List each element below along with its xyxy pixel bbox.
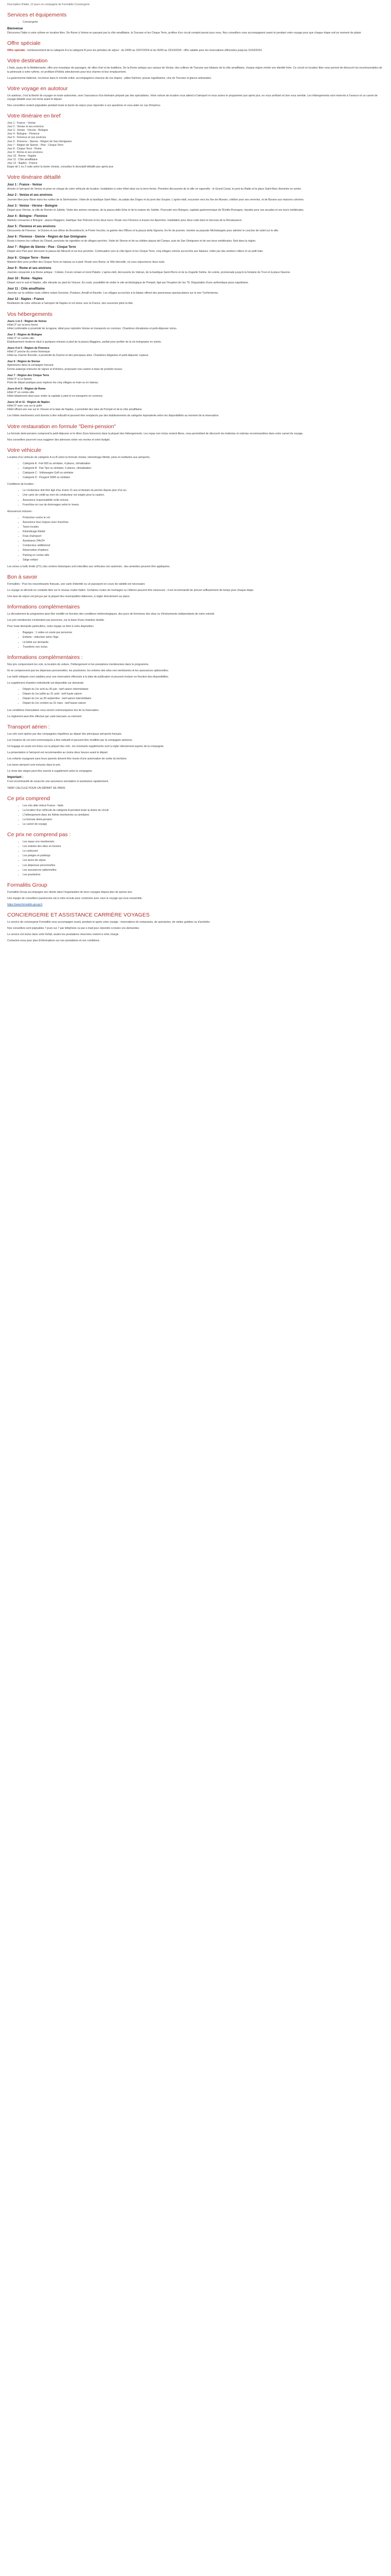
day-text: Journée sur la célèbre route côtière reliant Sorrente, Positano, Amalfi et Ravello. Les villages accrochés à la falaise offrent des panoramas spectaculaires sur la mer Tyrrhénienne. <box>7 292 219 295</box>
restauration-p1: La formule demi-pension comprend le petit-déjeuner et le dîner (hors boissons) dans la plupart des hébergements. Les repas non inclus restent libres, vous permettant de découvrir les trattorias et osterias recommandées dans votre carnet de voyage. <box>7 432 303 435</box>
section-title-prix-ne-comprend: Ce prix ne comprend pas : <box>7 832 71 838</box>
section-title-restauration: Votre restauration en formule "Demi-pension" <box>7 423 116 430</box>
hotel-desc: Hôtel 3* avec vue sur le golfe <box>7 404 42 408</box>
hotel-text: Point de départ pratique pour explorer les cinq villages en train ou en bateau. <box>7 381 99 384</box>
detaille-day <box>7 225 384 233</box>
assurance-item: • Frais d'aéroport <box>23 535 384 538</box>
category-item: • Catégorie A : Fiat 500 ou similaire, 4 places, climatisation <box>23 462 384 466</box>
prix-ne-comprend-item: • Les dépenses personnelles <box>23 864 384 868</box>
hotel-name: Jours 1 et 2 : Région de Venise <box>7 319 47 323</box>
conciergerie-p1: Le service de conciergerie Formalitis vous accompagne avant, pendant et après votre voyage : réservations de restaurants, de spectacles, de visites guidées ou d'activités. <box>7 921 210 924</box>
conditions-label: Conditions de location : <box>7 483 35 486</box>
vehicule-intro: Location d'un véhicule de catégorie A ou B selon la formule choisie, kilométrage illimité, prise et restitution aux aéroports. <box>7 455 151 459</box>
section-title-services: Services et équipements <box>7 12 67 19</box>
section-title-destination: Votre destination <box>7 58 48 64</box>
complementaires-item: • Lit bébé sur demande <box>23 641 384 645</box>
bon-p3: Une taxe de séjour est perçue par la plupart des municipalités italiennes, à régler directement sur place. <box>7 595 131 598</box>
day-heading: Jour 7 : Région de Sienne - Pise - Cinque Terre <box>7 246 76 249</box>
informations-p1: Nos prix comprennent les vols, la location de voiture, l'hébergement et les prestations mentionnées dans le programme. <box>7 663 149 666</box>
informations-p4: Le supplément chambre individuelle est disponible sur demande. <box>7 682 85 685</box>
hotel-name: Jour 3 : Région de Bologne <box>7 333 42 336</box>
itineraire-list <box>7 122 384 165</box>
hotel-text: Établissement moderne situé à quelques minutes à pied de la piazza Maggiore, parfait pour profiter de la vie bolognaise en soirée. <box>7 340 162 344</box>
hotel-text: Ferme-auberge entourée de vignes et d'oliviers, proposant une cuisine à base de produits locaux. <box>7 367 123 371</box>
complementaires-list <box>7 631 384 649</box>
detaille-day <box>7 298 384 306</box>
prix-ne-comprend-list <box>7 840 384 877</box>
transport-p4: La présentation à l'aéroport est recommandée au moins deux heures avant le départ. <box>7 751 108 754</box>
detaille-day <box>7 287 384 295</box>
condition-item: • Franchise en cas de dommages selon le loueur. <box>23 503 384 507</box>
offre-label: Offre spéciale : <box>7 49 27 53</box>
section-title-conciergerie: CONCIERGERIE ET ASSISTANCE CARRIÈRE VOYAGES <box>7 912 150 919</box>
periods-list <box>7 688 384 705</box>
conciergerie-p3: Le service est inclus dans votre forfait, seules les prestations réservées restent à votre charge. <box>7 933 120 937</box>
voyage-p2: Nos conseillers restent joignables pendant toute la durée du séjour pour répondre à vos questions et vous aider en cas d'imprévu. <box>7 104 161 107</box>
itineraire-day: Jour 2 : Venise et ses environs <box>7 125 44 129</box>
day-heading: Jour 11 : Côte amalfitaine <box>7 287 45 291</box>
day-heading: Jour 9 : Rome et ses environs <box>7 266 52 270</box>
day-text: Départ vers le sud et Naples, ville vibrante au pied du Vésuve. En route, possibilité de visiter le site archéologique de Pompéi, figé par l'éruption de l'an 79. Dégustation d'une authentique pizza napolitaine. <box>7 281 249 285</box>
detaille-day <box>7 267 384 275</box>
detaille-day <box>7 215 384 223</box>
important-text: Il est recommandé de souscrire une assurance annulation et assistance rapatriement. <box>7 780 109 784</box>
category-item: • Catégorie C : Volkswagen Golf ou similaire <box>23 471 384 475</box>
assurance-item: • Conducteur additionnel <box>23 544 384 548</box>
bienvenue-text: Découvrez l'Italie à votre rythme en location libre. De Rome à Venise en passant par la côte amalfitaine, la Toscane et les Cinque Terre, profitez d'un circuit complet pensé pour vous. Nos conseillers vous accompagnent avant et pendant votre voyage pour que chaque étape soit un moment de plaisir. <box>7 31 362 35</box>
prix-comprend-item: • Les vols aller-retour France - Italie <box>23 804 384 808</box>
itineraire-day: Jour 8 : Cinque Terre - Rome <box>7 147 42 150</box>
complementaires-p1: Le déroulement du programme peut être modifié en fonction des conditions météorologiques, des jours de fermeture des sites ou d'événements indépendants de notre volonté. <box>7 613 215 616</box>
formalitis-p1: Formalitis Group accompagne ses clients dans l'organisation de leurs voyages depuis plus de quinze ans. <box>7 890 133 894</box>
detaille-day <box>7 183 384 191</box>
category-item: • Catégorie D : Peugeot 3008 ou similaire <box>23 476 384 480</box>
day-heading: Jour 5 : Florence et ses environs <box>7 225 56 228</box>
hotel-desc: Hôtel 3* en centre-ville <box>7 336 35 340</box>
day-heading: Jour 8 : Cinque Terre - Rome <box>7 256 50 260</box>
hebergements-note: Les hôtels mentionnés sont donnés à titre indicatif et peuvent être remplacés par des établissements de catégorie équivalente selon les disponibilités au moment de la réservation. <box>7 414 219 418</box>
assurance-item: • Réservation d'options <box>23 549 384 552</box>
period-item: • Départ du 1er octobre au 31 mars : tarif basse saison <box>23 702 384 705</box>
hotel-block <box>7 320 384 331</box>
day-text: Journée libre pour flâner dans les ruelles de la Sérénissime. Visite de la basilique Saint-Marc, du palais des Doges et du pont des Soupirs. L'après-midi, excursion vers les îles de Murano, célèbre pour ses verreries, et de Burano aux maisons colorées. <box>7 198 304 201</box>
vehicule-note: Les zones à trafic limité (ZTL) des centres historiques sont interdites aux véhicules non autorisés ; des amendes peuvent être appliquées. <box>7 565 171 568</box>
document-page <box>0 0 391 943</box>
vehicule-categories <box>7 462 384 480</box>
hotel-desc: Hôtel 3* en centre-ville <box>7 391 35 394</box>
prix-comprend-list <box>7 804 384 826</box>
day-heading: Jour 6 : Florence - Sienne - Région de San Gimignano <box>7 235 87 239</box>
hotel-name: Jour 7 : Région des Cinque Terre <box>7 374 50 377</box>
formalitis-link-line <box>7 903 384 907</box>
itineraire-day: Jour 5 : Florence et ses environs <box>7 136 46 140</box>
complementaires-item: • Bagages : 1 valise en soute par personne <box>23 631 384 635</box>
day-heading: Jour 10 : Rome - Naples <box>7 277 43 280</box>
assurances-label: Assurances incluses : <box>7 510 34 513</box>
assurance-item: • Taxes locales <box>23 526 384 529</box>
prix-comprend-item: • La location d'un véhicule de catégorie A pendant toute la durée du circuit <box>23 809 384 812</box>
detaille-day <box>7 205 384 212</box>
section-title-vehicule: Votre véhicule <box>7 447 41 453</box>
voyage-p1: Un autotour, c'est la liberté de voyager en toute autonomie, avec l'assurance d'un itinéraire préparé par des spécialistes. Votre voiture de location vous attend à l'aéroport et vous suivez le programme jour après jour, en vous arrêtant où bon vous semble. Les hébergements sont réservés à l'avance et un carnet de voyage détaillé vous est remis avant le départ. <box>7 94 378 101</box>
hotel-text: Hôtel idéalement situé pour visiter la capitale à pied et en transports en commun. <box>7 395 103 398</box>
section-title-informations: Informations complémentaires : <box>7 654 83 660</box>
restauration-p2: Nos conseillers pourront vous suggérer des adresses selon vos envies et votre budget. <box>7 438 110 442</box>
important-label: Important : <box>7 776 24 779</box>
hotel-name: Jour 6 : Région de Sienne <box>7 360 40 364</box>
day-text: Départ vers Pise pour découvrir la piazza dei Miracoli et sa tour penchée. Continuation vers la côte ligure et les Cinque Terre, cinq villages colorés accrochés aux falaises, reliés par des sentiers côtiers et un petit train. <box>7 250 264 253</box>
informations-p2: Ils ne comprennent pas les dépenses personnelles, les pourboires, les entrées des sites non mentionnés et les assurances optionnelles. <box>7 669 169 672</box>
section-title-offre: Offre spéciale <box>7 40 41 47</box>
hotel-name: Jours 10 et 11 : Région de Naples <box>7 401 50 404</box>
day-heading: Jour 1 : France - Venise <box>7 183 42 187</box>
conditions-list <box>7 489 384 506</box>
condition-item: • Assurance responsabilité civile incluse. <box>23 499 384 502</box>
hotel-block <box>7 401 384 412</box>
prix-ne-comprend-item: • Les entrées des sites et musées <box>23 845 384 849</box>
day-text: Journée consacrée à la Rome antique : Colisée, Forum romain et mont Palatin. L'après-midi, découverte du Vatican, de la basilique Saint-Pierre et de la chapelle Sixtine. En soirée, promenade jusqu'à la fontaine de Trevi et la place Navone. <box>7 270 291 274</box>
hotel-block <box>7 387 384 398</box>
bon-p2: Le voyage se déroule en conduite libre sur le réseau routier italien. Certaines routes de montagne ou côtières peuvent être sinueuses ; il est recommandé de prévoir suffisamment de temps pour chaque étape. <box>7 588 254 592</box>
day-heading: Jour 4 : Bologne - Florence <box>7 214 47 218</box>
transport-p7: Le choix des sièges peut être soumis à supplément selon la compagnie. <box>7 770 93 773</box>
section-title-bon: Bon à savoir <box>7 573 38 580</box>
detaille-day <box>7 257 384 264</box>
formalitis-p2: Une équipe de conseillers passionnés est à votre écoute pour construire avec vous le voyage qui vous ressemble. <box>7 896 143 900</box>
transport-p3: Un bagage en soute est inclus sur la plupart des vols ; les éventuels suppléments sont à régler directement auprès de la compagnie. <box>7 744 165 748</box>
intro-line: Description d'Italie, 12 jours en compagnie de Formalitis Conciergerie <box>7 3 90 6</box>
hotel-desc: Hôtel 3* à La Spezia <box>7 377 32 381</box>
detaille-day <box>7 235 384 243</box>
informations-p5: Les conditions d'annulation vous seront communiquées lors de la réservation. <box>7 708 100 712</box>
day-text: Matinée libre pour profiter des Cinque Terre en bateau ou à pied. Route vers Rome, la Ville éternelle, où vous séjournerez deux nuits. <box>7 260 166 264</box>
assurance-item: • Parking en centre-ville <box>23 554 384 557</box>
itineraire-day: Jour 7 : Région de Sienne - Pise - Cinque Terre <box>7 143 63 147</box>
assurances-list <box>7 516 384 562</box>
section-title-formalitis: Formalitis Group <box>7 882 47 888</box>
day-heading: Jour 3 : Venise - Vérone - Bologne <box>7 204 58 208</box>
itineraire-day: Jour 6 : Florence - Sienne - Région de San Gimignano <box>7 140 72 143</box>
prix-ne-comprend-item: • Les assurances optionnelles <box>23 869 384 872</box>
assurance-item: • Siège enfant <box>23 558 384 562</box>
services-list <box>7 21 384 24</box>
period-item: • Départ du 1er juillet au 31 août : tarif haute saison <box>23 692 384 696</box>
conciergerie-p4: Contactez-nous pour plus d'informations sur nos prestations et nos conditions. <box>7 939 100 943</box>
prix-ne-comprend-item: • Les pourboires <box>23 873 384 877</box>
hotel-desc: Hôtel 3* sur la terre ferme <box>7 323 38 327</box>
services-item: • Conciergerie <box>23 21 384 24</box>
offre-text: remboursement de la catégorie A à la catégorie B pour les périodes de séjour : du 24/05 au 22/07/2024 et du 26/09 au 23/10/2024 : offre valable pour les réservations effectuées jusqu'au 31/03/2024. <box>27 49 263 53</box>
informations-p6: Le règlement peut être effectué par carte bancaire ou virement. <box>7 715 83 718</box>
hotel-block <box>7 347 384 358</box>
day-text: Matinée consacrée à Bologne : piazza Maggiore, basilique San Petronio et les deux tours. Route vers Florence à travers les Apennins. Installation pour deux nuits dans le berceau de la Renaissance. <box>7 218 242 222</box>
complementaires-p3: Pour toute demande particulière, notre équipe se tient à votre disposition. <box>7 625 94 629</box>
hotel-name: Jours 8 et 9 : Région de Rome <box>7 387 46 391</box>
informations-p3: Les tarifs indiqués sont valables pour une réservation effectuée à la date de publication et peuvent évoluer en fonction des disponibilités. <box>7 675 169 679</box>
itineraire-day: Jour 4 : Bologne - Florence <box>7 132 40 136</box>
period-item: • Départ du 1er avril au 30 juin : tarif saison intermédiaire <box>23 688 384 691</box>
detaille-day <box>7 246 384 253</box>
assurance-item: • Assurance tous risques avec franchise <box>23 521 384 524</box>
section-title-complementaires: Informations complémentaires <box>7 604 80 611</box>
prix-ne-comprend-item: • Les péages et parkings <box>23 854 384 858</box>
itineraire-day: Jour 1 : France - Venise <box>7 122 36 125</box>
assurance-item: • Assistance 24h/24 <box>23 539 384 543</box>
assurance-item: • Kilométrage illimité <box>23 530 384 534</box>
condition-item: • Le conducteur doit être âgé d'au moins 21 ans et titulaire du permis depuis plus d'un an. <box>23 489 384 493</box>
section-title-detaille: Votre itinéraire détaillé <box>7 174 61 181</box>
hotel-block <box>7 333 384 344</box>
bon-p1: Formalités : Pour les ressortissants français, une carte d'identité ou un passeport en cours de validité est nécessaire. <box>7 582 146 586</box>
hotel-text: Hôtel offrant une vue sur le Vésuve et la baie de Naples, à proximité des sites de Pompéi et de la côte amalfitaine. <box>7 408 143 412</box>
transport-p2: Les horaires de vol sont communiqués à titre indicatif et peuvent être modifiés par la compagnie aérienne. <box>7 738 133 742</box>
itineraire-day: Jour 12 : Naples - France <box>7 162 38 165</box>
offre-paragraph <box>7 49 384 53</box>
itineraire-day: Jour 9 : Rome et ses environs <box>7 150 43 154</box>
category-item: • Catégorie B : Fiat Tipo ou similaire, 5 places, climatisation <box>23 467 384 470</box>
prix-ne-comprend-item: • Les repas non mentionnés <box>23 840 384 844</box>
itineraire-day: Jour 3 : Venise - Vérone - Bologne <box>7 129 48 132</box>
itineraire-day: Jour 10 : Rome - Naples <box>7 154 37 158</box>
complementaires-p2: Les prix mentionnés s'entendent par personne, sur la base d'une chambre double. <box>7 619 105 622</box>
complementaires-item: • Transferts non inclus <box>23 646 384 649</box>
hotel-block <box>7 360 384 371</box>
section-title-itineraire: Votre itinéraire en bref <box>7 113 61 120</box>
hotel-desc: Hôtel 3* proche du centre historique <box>7 350 50 354</box>
day-heading: Jour 2 : Venise et ses environs <box>7 194 53 197</box>
transport-p6: Les taxes aéroport sont incluses dans le prix. <box>7 764 61 767</box>
complementaires-item: • Enfants : réduction selon l'âge <box>23 636 384 639</box>
day-text: Restitution de votre véhicule à l'aéroport de Naples et vol retour vers la France, des souvenirs plein la tête. <box>7 302 134 306</box>
section-title-voyage: Votre voyage en autotour <box>7 85 68 92</box>
day-text: Départ pour Vérone, la ville de Roméo et Juliette. Visite des arènes romaines, de la piazza delle Erbe et de la maison de Juliette. Poursuite vers Bologne, capitale gastronomique de l'Émilie-Romagne, réputée pour ses arcades et ses tours médiévales. <box>7 208 304 212</box>
section-title-transport: Transport aérien : <box>7 723 50 730</box>
assurance-item: • Protection contre le vol <box>23 516 384 520</box>
prix-comprend-item: • Le carnet de voyage <box>23 823 384 826</box>
transport-p5: Les enfants voyageant sans leurs parents doivent être munis d'une autorisation de sortie du territoire. <box>7 757 127 761</box>
day-heading: Jour 12 : Naples - France <box>7 298 44 301</box>
transport-p1: Les vols sont opérés par des compagnies régulières au départ des principaux aéroports français. <box>7 732 122 736</box>
hotel-block <box>7 374 384 385</box>
detaille-day <box>7 277 384 285</box>
destination-p2: La gastronomie italienne, reconnue dans le monde entier, accompagnera chacune de vos étapes : pâtes fraîches, pizzas napolitaines, vins de Toscane et glaces artisanales. <box>7 76 212 80</box>
conciergerie-p2: Nos conseillers sont joignables 7 jours sur 7 par téléphone ou par e-mail pour répondre à toutes vos demandes. <box>7 927 140 930</box>
detaille-day <box>7 194 384 201</box>
prix-comprend-item: • La formule demi-pension <box>23 818 384 822</box>
condition-item: • Une carte de crédit au nom du conducteur est exigée pour la caution. <box>23 494 384 497</box>
period-item: • Départ du 1er au 30 septembre : tarif saison intermédiaire <box>23 697 384 701</box>
prix-ne-comprend-item: • Les taxes de séjour <box>23 859 384 862</box>
bienvenue-label: Bienvenue <box>7 27 23 31</box>
section-title-hebergements: Vos hébergements <box>7 311 53 317</box>
formalitis-link[interactable]: https://www.formalitis-group.fr <box>7 903 43 907</box>
section-title-prix-comprend: Ce prix comprend <box>7 795 50 802</box>
hotel-name: Jours 4 et 5 : Région de Florence <box>7 347 50 350</box>
day-text: Arrivée à l'aéroport de Venise et prise en charge de votre véhicule de location. Installation à votre hôtel situé sur la terre ferme. Première découverte de la ville en vaporetto : le Grand Canal, le pont du Rialto et la place Saint-Marc illuminée en soirée. <box>7 188 302 191</box>
day-text: Route à travers les collines du Chianti, ponctuée de vignobles et de villages perchés. Visite de Sienne et de sa célèbre piazza del Campo, puis de San Gimignano et de ses tours médiévales. Nuit dans la région. <box>7 240 256 243</box>
hotel-desc: Agriturismo dans la campagne toscane <box>7 364 54 367</box>
itineraire-note: Etape de 1 ou 2 nuits selon la durée choisie, consultez le descriptif détaillé jour après jour. <box>7 165 114 169</box>
hotel-text: Hôtel confortable à proximité de la lagune, idéal pour rejoindre Venise en transports en commun. Chambres climatisées et petit-déjeuner inclus. <box>7 327 177 330</box>
hotel-text: Hôtel au charme florentin, à proximité du Duomo et des principaux sites. Chambres élégantes et petit-déjeuner copieux. <box>7 354 149 358</box>
itineraire-day: Jour 11 : Côte amalfitaine <box>7 158 38 161</box>
tarif-note: TARIF CALCULÉ POUR UN DÉPART DE PARIS <box>7 786 66 790</box>
prix-ne-comprend-item: • Le carburant <box>23 850 384 853</box>
destination-p1: L'Italie, joyau de la Méditerranée, offre une mosaïque de paysages, de villes d'art et de traditions. De la Rome antique aux canaux de Venise, des collines de Toscane aux falaises de la côte amalfitaine, chaque région révèle une identité forte. Ce circuit en location libre vous permet de découvrir les incontournables de la péninsule à votre rythme, en profitant d'hôtels sélectionnés pour leur charme et leur emplacement. <box>7 66 382 74</box>
prix-comprend-item: • L'hébergement dans les hôtels mentionnés ou similaires <box>23 814 384 817</box>
day-text: Découverte de Florence : le Duomo et son dôme de Brunelleschi, le Ponte Vecchio, la galerie des Offices et la piazza della Signoria. En fin de journée, montée au piazzale Michelangelo pour admirer le coucher de soleil sur la ville. <box>7 229 279 233</box>
